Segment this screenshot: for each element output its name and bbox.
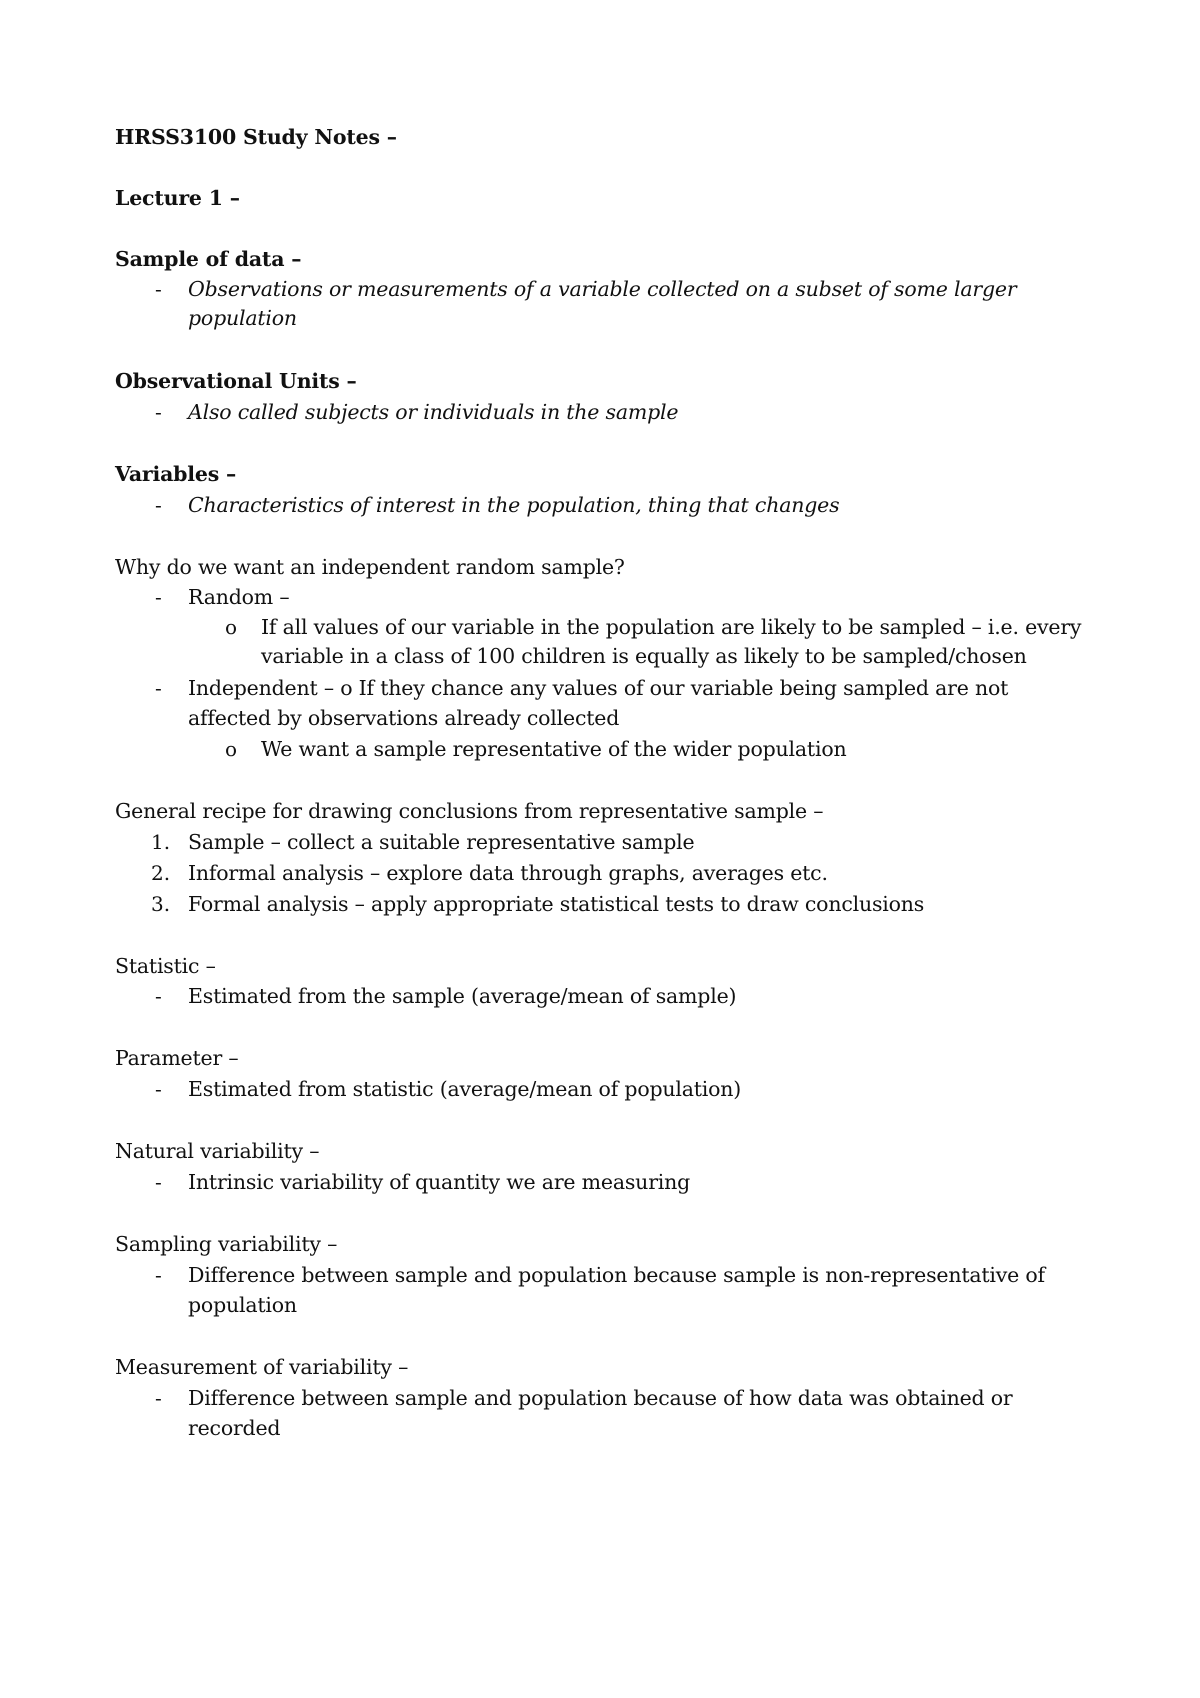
dash-bullet: - — [155, 277, 162, 301]
dash-bullet: - — [155, 1077, 162, 1101]
recipe-step-1: Sample – collect a suitable representative sample — [188, 830, 695, 854]
dash-bullet: - — [155, 984, 162, 1008]
observational-units-definition: Also called subjects or individuals in the sample — [188, 400, 679, 424]
list-number: 3. — [151, 892, 171, 916]
observational-units-heading: Observational Units – — [115, 369, 357, 393]
sample-of-data-definition-line1: Observations or measurements of a variable collected on a subset of some larger — [188, 277, 1017, 301]
independent-line2: affected by observations already collected — [188, 706, 620, 730]
representative-sample-line: We want a sample representative of the wider population — [261, 737, 847, 761]
independent-line1: Independent – o If they chance any values of our variable being sampled are not — [188, 676, 1009, 700]
measurement-variability-heading: Measurement of variability – — [115, 1355, 409, 1379]
statistic-definition: Estimated from the sample (average/mean of sample) — [188, 984, 737, 1008]
list-number: 2. — [151, 861, 171, 885]
measurement-variability-definition-line2: recorded — [188, 1416, 281, 1440]
sample-of-data-definition-line2: population — [188, 306, 297, 330]
random-sub-line2: variable in a class of 100 children is equally as likely to be sampled/chosen — [261, 644, 1027, 668]
sample-of-data-heading: Sample of data – — [115, 247, 302, 271]
why-random-question: Why do we want an independent random sample? — [115, 555, 625, 579]
dash-bullet: - — [155, 400, 162, 424]
sampling-variability-definition-line2: population — [188, 1293, 297, 1317]
dash-bullet: - — [155, 1170, 162, 1194]
measurement-variability-definition-line1: Difference between sample and population because of how data was obtained or — [188, 1386, 1013, 1410]
dash-bullet: - — [155, 1263, 162, 1287]
document-title: HRSS3100 Study Notes – — [115, 125, 397, 149]
random-label: Random – — [188, 585, 290, 609]
circle-bullet: o — [225, 615, 238, 639]
sampling-variability-definition-line1: Difference between sample and population because sample is non-representative of — [188, 1263, 1045, 1287]
circle-bullet: o — [225, 737, 238, 761]
parameter-definition: Estimated from statistic (average/mean of population) — [188, 1077, 742, 1101]
recipe-step-2: Informal analysis – explore data through graphs, averages etc. — [188, 861, 828, 885]
list-number: 1. — [151, 830, 171, 854]
recipe-heading: General recipe for drawing conclusions from representative sample – — [115, 799, 824, 823]
lecture-heading: Lecture 1 – — [115, 186, 240, 210]
sampling-variability-heading: Sampling variability – — [115, 1232, 338, 1256]
parameter-heading: Parameter – — [115, 1046, 239, 1070]
dash-bullet: - — [155, 493, 162, 517]
natural-variability-heading: Natural variability – — [115, 1139, 320, 1163]
dash-bullet: - — [155, 585, 162, 609]
variables-definition: Characteristics of interest in the population, thing that changes — [188, 493, 840, 517]
dash-bullet: - — [155, 676, 162, 700]
statistic-heading: Statistic – — [115, 954, 216, 978]
variables-heading: Variables – — [115, 462, 237, 486]
random-sub-line1: If all values of our variable in the population are likely to be sampled – i.e. every — [261, 615, 1082, 639]
dash-bullet: - — [155, 1386, 162, 1410]
recipe-step-3: Formal analysis – apply appropriate statistical tests to draw conclusions — [188, 892, 925, 916]
natural-variability-definition: Intrinsic variability of quantity we are measuring — [188, 1170, 691, 1194]
